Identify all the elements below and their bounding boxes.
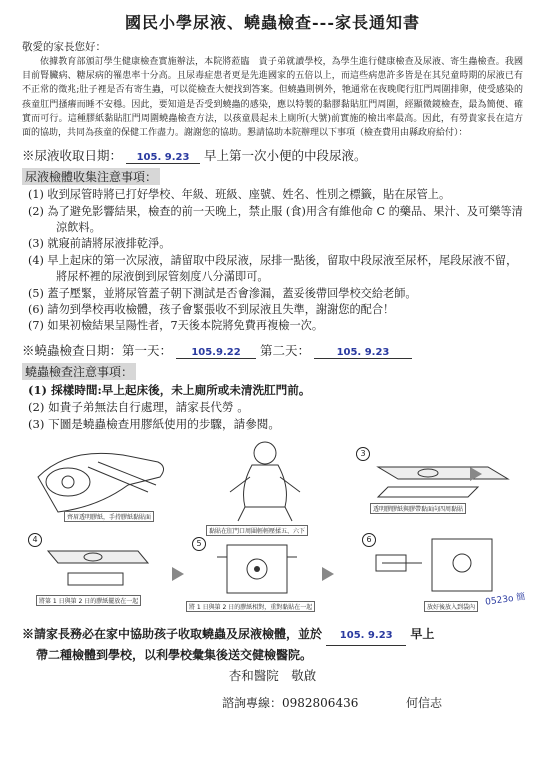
tape-fold-icon bbox=[28, 533, 168, 593]
step-6-caption: 放好後放入到袋內 bbox=[424, 601, 478, 612]
urine-date-suffix: 早上第一次小便的中段尿液。 bbox=[203, 148, 367, 164]
footer-line2: 帶二種檢體到學校，以利學校彙集後送交健檢醫院。 bbox=[36, 647, 313, 662]
pinworm-notes-list bbox=[28, 382, 523, 433]
contact-name: 何信志 bbox=[406, 695, 443, 710]
step-5-caption: 將 1 日與第 2 日的膠紙相對，重對黏貼在一起 bbox=[186, 601, 315, 612]
pinworm-notes-heading: 蟯蟲檢查注意事項： bbox=[22, 363, 136, 380]
urine-notes-heading: 尿液檢體收集注意事項： bbox=[22, 168, 160, 185]
arrow-icon bbox=[172, 567, 184, 581]
urine-date-value: 105. 9.23 bbox=[126, 152, 200, 164]
child-figure-icon bbox=[190, 437, 340, 525]
step-5-number: 5 bbox=[192, 537, 206, 551]
step-1-illustration bbox=[28, 437, 178, 525]
handwritten-note: 0523o 簡 bbox=[484, 592, 526, 608]
step-4-number: 4 bbox=[28, 533, 42, 547]
step-3-illustration bbox=[358, 447, 518, 527]
list-item: (7) 如果初檢結果呈陽性者，7天後本院將免費再複檢一次。 bbox=[28, 319, 324, 333]
urine-date-label: ※尿液收取日期： bbox=[22, 148, 123, 164]
list-item: (1) 收到尿管時將已打好學校、年級、班級、座號、姓名、性別之標籤，貼在尿管上。 bbox=[28, 188, 451, 202]
list-item: (6) 請勿到學校再收檢體，孩子會緊張收不到尿液且失準，謝謝您的配合！ bbox=[28, 303, 395, 317]
step-4-illustration bbox=[28, 533, 168, 619]
pinworm-date-label: ※蟯蟲檢查日期：第一天： bbox=[22, 342, 173, 358]
step-5-illustration bbox=[189, 537, 322, 619]
salutation: 敬愛的家長您好： bbox=[22, 41, 106, 53]
urine-date-row bbox=[22, 146, 523, 164]
step-3-caption: 透明膠膠紙與膠帶黏面向四周黏貼 bbox=[370, 503, 466, 514]
list-item: (2) 為了避免影響結果，檢查的前一天晚上，禁止服 (食)用含有維他命 C 的藥品、果汁、及可樂等清涼飲料。 bbox=[28, 204, 523, 235]
pinworm-day2-value: 105. 9.23 bbox=[314, 347, 412, 359]
step-2-caption: 黏貼在肛門口周圍輕輕壓揉五、六下 bbox=[206, 525, 308, 536]
arrow-icon bbox=[470, 467, 482, 481]
list-item: (2) 如貴子弟無法自行處理，請家長代勞 。 bbox=[28, 399, 249, 414]
list-item: (1) 採樣時間:早上起床後，未上廁所或未清洗肛門前。 bbox=[28, 382, 311, 397]
intro-paragraph: 依據教育部頒訂學生健康檢查實施辦法，本院將蒞臨 貴子弟就讀學校，為學生進行健康檢查及尿液、寄生蟲檢查。我國目前腎臟病、糖尿病的罹患率十分高。且尿毒症患者更是先進國家的五倍以上，而這些病患許多皆是在其兒童時期的尿液已有不正常的徵兆;肚子裡是否有寄生蟲，可以從檢查大便找到答案。但蟯蟲則例外，牠通常在夜晚爬行肛門周圍排卵，使受感染的孩童肛門搔癢而睡不安穩。因此，要知道是否受到蟯蟲的感染，應以特製的黏膠黏貼肛門周圍，經顯微鏡檢查，最為簡便、確實而可行。這種膠紙黏貼肛門周圍蟯蟲檢查方法，以孩童晨起未上廁所(大號)前實施的檢出率最高。因此，有勞貴家長在這方面的協助，共同為孩童的保健工作盡力。謝謝您的協助。懇請協助本院辦理以下事項（檢查費用由縣政府給付）： bbox=[22, 57, 523, 139]
list-item: (3) 下圖是蟯蟲檢查用膠紙使用的步驟，請參閱。 bbox=[28, 416, 280, 431]
footer-line1-suffix: 早上 bbox=[410, 626, 435, 641]
pinworm-steps-diagram bbox=[22, 437, 523, 619]
arrow-icon bbox=[322, 567, 334, 581]
pinworm-day2-label: 第二天： bbox=[259, 342, 310, 358]
step-6-number: 6 bbox=[362, 533, 376, 547]
list-item: (4) 早上起床的第一次尿液，請留取中段尿液，尿排一點後，留取中段尿液至尿杯，尾段尿液不留，將尿杯裡的尿液倒到尿管刻度八分滿即可。 bbox=[28, 253, 518, 284]
envelope-bag-icon bbox=[362, 533, 512, 599]
tape-strip-icon bbox=[358, 447, 518, 507]
step-1-caption: 齊眉透明膠紙，手持膠紙黏貼面 bbox=[64, 511, 154, 522]
step-3-number: 3 bbox=[356, 447, 370, 461]
urine-notes-list bbox=[28, 187, 523, 335]
pinworm-date-row bbox=[22, 341, 523, 359]
footer-notice bbox=[22, 625, 523, 664]
step-2-illustration bbox=[190, 437, 340, 537]
list-item: (5) 蓋子壓緊，並將尿管蓋子朝下測試是否會滲漏，蓋妥後帶回學校交給老師。 bbox=[28, 286, 417, 300]
signature: 杏和醫院 敬啟 bbox=[228, 667, 317, 683]
pinworm-day1-value: 105.9.22 bbox=[176, 347, 256, 359]
step-4-caption: 將第 1 日與第 2 日的膠紙擺放在一起 bbox=[36, 595, 141, 606]
footer-return-date: 105. 9.23 bbox=[326, 627, 406, 646]
contact-phone: 諮詢專線：0982806436 bbox=[222, 695, 359, 710]
slide-card-icon bbox=[192, 537, 322, 599]
footer-line1-prefix: ※請家長務必在家中協助孩子收取蟯蟲及尿液檢體，並於 bbox=[22, 626, 323, 641]
contact-line bbox=[22, 694, 523, 711]
list-item: (3) 就寢前請將尿液排乾淨。 bbox=[28, 237, 171, 251]
page-title: 國民小學尿液、蟯蟲檢查---家長通知書 bbox=[125, 13, 420, 32]
